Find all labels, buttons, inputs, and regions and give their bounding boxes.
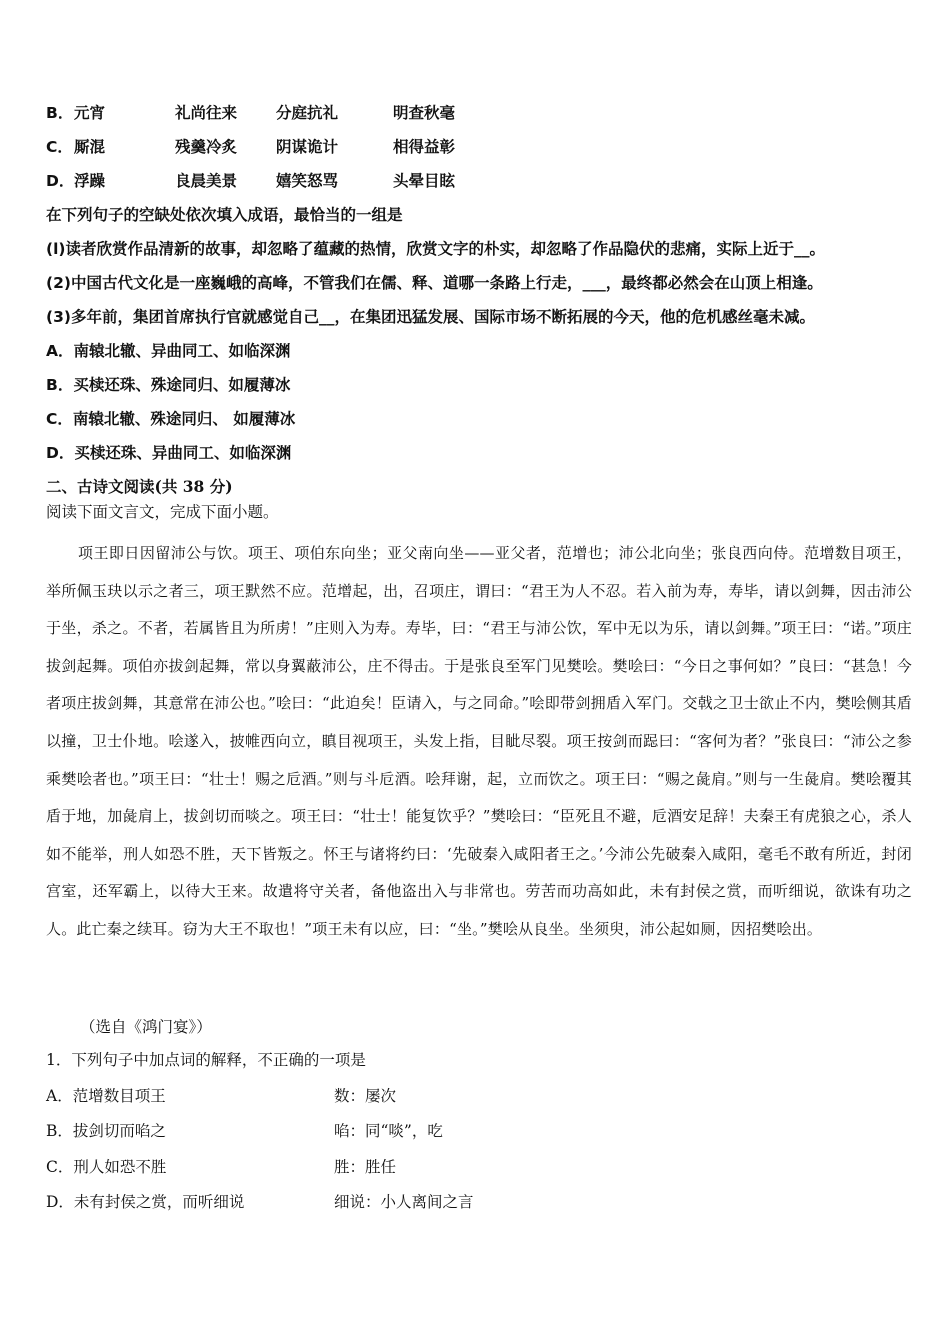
option-letter: D． xyxy=(46,172,75,190)
answer-option-a: A．南辕北辙、异曲同工、如临深渊 xyxy=(46,342,291,360)
classical-passage: 项王即日因留沛公与饮。项王、项伯东向坐；亚父南向坐——亚父者，范增也；沛公北向坐；张良西向侍。范增数目项王，举所佩玉玦以示之者三，项王默然不应。范增起，出，召项庄，谓曰：“君王为人不忍。若入前为寿，寿毕，请以剑舞，因击沛公于坐，杀之。不者，若属皆且为所虏！”庄则入为寿。寿毕，曰：“君王与沛公饮，军中无以为乐，请以剑舞。”项王曰：“诺。”项庄拔剑起舞。项伯亦拔剑起舞，常以身翼蔽沛公，庄不得击。于是张良至军门见樊哙。樊哙曰：“今日之事何如？”良曰：“甚急！今者项庄拔剑舞，其意常在沛公也。”哙曰：“此迫矣！臣请入，与之同命。”哙即带剑拥盾入军门。交戟之卫士欲止不内，樊哙侧其盾以撞，卫士仆地。哙遂入，披帷西向立，瞋目视项王，头发上指，目眦尽裂。项王按剑而跽曰：“客何为者？”张良曰：“沛公之参乘樊哙者也。”项王曰：“壮士！赐之卮酒。”则与斗卮酒。哙拜谢，起，立而饮之。项王曰：“赐之彘肩。”则与一生彘肩。樊哙覆其盾于地，加彘肩上，拔剑切而啖之。项王曰：“壮士！能复饮乎？”樊哙曰：“臣死且不避，卮酒安足辞！夫秦王有虎狼之心，杀人如不能举，刑人如恐不胜，天下皆叛之。怀王与诸将约曰：‘先破秦入咸阳者王之。’今沛公先破秦入咸阳，毫毛不敢有所近，封闭宫室，还军霸上，以待大王来。故遣将守关者，备他盗出入与非常也。劳苦而功高如此，未有封侯之赏，而听细说，欲诛有功之人。此亡秦之续耳。窃为大王不取也！”项王未有以应，曰：“坐。”樊哙从良坐。坐须臾，沛公起如厕，因招樊哙出。 xyxy=(46,544,912,938)
word-option-explanation: 细说：小人离间之言 xyxy=(334,1193,474,1211)
question-prompt: 在下列句子的空缺处依次填入成语，最恰当的一组是 xyxy=(46,206,403,224)
option-word-2: 良晨美景 xyxy=(175,172,238,190)
option-word-4: 相得益彰 xyxy=(393,138,456,156)
option-word-3: 阴谋诡计 xyxy=(276,138,339,156)
passage-source: （选自《鸿门宴》） xyxy=(80,1018,212,1036)
option-word-2: 残羹冷炙 xyxy=(175,138,238,156)
question-prompt-2: 1．下列句子中加点词的解释，不正确的一项是 xyxy=(46,1051,366,1069)
option-word-1: 浮躁 xyxy=(74,172,106,190)
word-option-text: B．拔剑切而啗之 xyxy=(46,1122,166,1140)
question-sentence-2: (2)中国古代文化是一座巍峨的高峰，不管我们在儒、释、道哪一条路上行走，___，最终都必然会在山顶上相逢。 xyxy=(46,274,823,292)
option-word-4: 头晕目眩 xyxy=(393,172,456,190)
answer-option-b: B．买椟还珠、殊途同归、如履薄冰 xyxy=(46,376,291,394)
idiom-option-c xyxy=(46,137,546,157)
option-word-3: 分庭抗礼 xyxy=(276,104,339,122)
section-instruction: 阅读下面文言文，完成下面小题。 xyxy=(46,503,279,521)
word-option-d xyxy=(46,1192,474,1212)
question-sentence-1: (l)读者欣赏作品清新的故事，却忽略了蕴藏的热情，欣赏文字的朴实，却忽略了作品隐伏的悲痛，实际上近于__。 xyxy=(46,240,825,258)
word-option-text: D．未有封侯之赏，而听细说 xyxy=(46,1193,245,1211)
question-sentence-3: (3)多年前，集团首席执行官就感觉自己__，在集团迅猛发展、国际市场不断拓展的今天，他的危机感丝毫未减。 xyxy=(46,308,815,326)
word-option-text: A．范增数目项王 xyxy=(46,1087,166,1105)
answer-option-c: C．南辕北辙、殊途同归、 如履薄冰 xyxy=(46,410,296,428)
answer-option-d: D．买椟还珠、异曲同工、如临深渊 xyxy=(46,444,292,462)
idiom-option-d xyxy=(46,171,546,191)
word-option-b xyxy=(46,1121,443,1141)
word-option-c xyxy=(46,1157,397,1177)
word-option-text: C．刑人如恐不胜 xyxy=(46,1158,167,1176)
idiom-option-b xyxy=(46,103,546,123)
word-option-a xyxy=(46,1086,397,1106)
option-letter: B． xyxy=(46,104,74,122)
word-option-explanation: 胜：胜任 xyxy=(334,1158,397,1176)
option-word-3: 嬉笑怒骂 xyxy=(276,172,339,190)
word-option-explanation: 数：屡次 xyxy=(334,1087,397,1105)
option-word-4: 明查秋毫 xyxy=(393,104,456,122)
option-letter: C． xyxy=(46,138,73,156)
word-option-explanation: 啗：同“啖”，吃 xyxy=(334,1122,443,1140)
option-word-1: 元宵 xyxy=(74,104,106,122)
option-word-2: 礼尚往来 xyxy=(175,104,238,122)
section-heading: 二、古诗文阅读(共 38 分) xyxy=(46,477,233,496)
option-word-1: 厮混 xyxy=(74,138,106,156)
